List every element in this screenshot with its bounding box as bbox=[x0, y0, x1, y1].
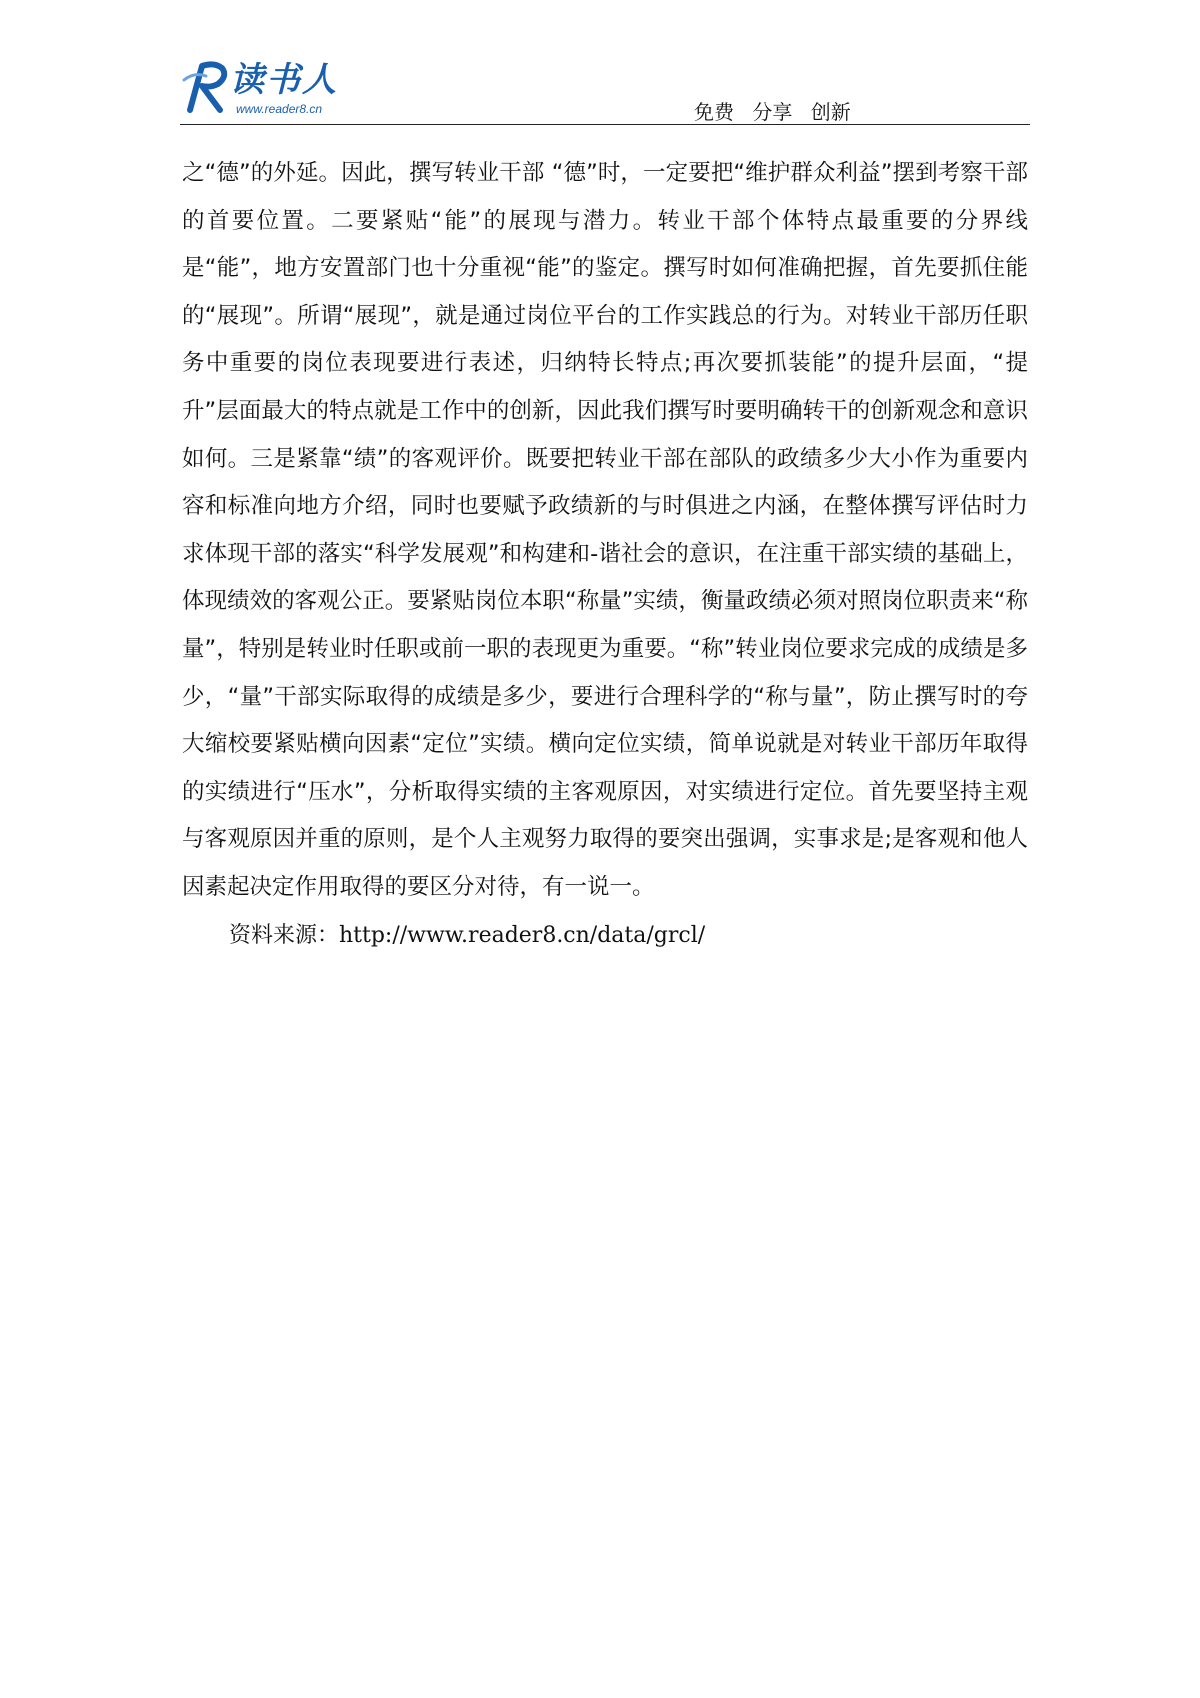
source-line: 资料来源：http://www.reader8.cn/data/grcl/ bbox=[229, 922, 706, 948]
logo-text: 读书人 bbox=[230, 60, 338, 100]
reader8-logo-icon bbox=[180, 58, 236, 118]
site-logo[interactable] bbox=[180, 58, 380, 118]
header-divider bbox=[180, 124, 1030, 125]
document-body bbox=[182, 150, 1028, 959]
logo-url: www.reader8.cn bbox=[236, 102, 323, 116]
body-paragraph: 之“德”的外延。因此，撰写转业干部 “德”时，一定要把“维护群众利益”摆到考察干部的首要位置。二要紧贴“能”的展现与潜力。转业干部个体特点最重要的分界线是“能”，地方安置部门也十分重视“能”的鉴定。撰写时如何准确把握，首先要抓住能的“展现”。所谓“展现”，就是通过岗位平台的工作实践总的行为。对转业干部历任职务中重要的岗位表现要进行表述，归纳特长特点;再次要抓装能”的提升层面，“提升”层面最大的特点就是工作中的创新，因此我们撰写时要明确转干的创新观念和意识如何。三是紧靠“绩”的客观评价。既要把转业干部在部队的政绩多少大小作为重要内容和标准向地方介绍，同时也要赋予政绩新的与时俱进之内涵，在整体撰写评估时力求体现干部的落实“科学发展观”和构建和-谐社会的意识，在注重干部实绩的基础上，体现绩效的客观公正。要紧贴岗位本职“称量”实绩，衡量政绩必须对照岗位职责来“称量”，特别是转业时任职或前一职的表现更为重要。“称”转业岗位要求完成的成绩是多少，“量”干部实际取得的成绩是多少，要进行合理科学的“称与量”，防止撰写时的夸大缩校要紧贴横向因素“定位”实绩。横向定位实绩，简单说就是对转业干部历年取得的实绩进行“压水”，分析取得实绩的主客观原因，对实绩进行定位。首先要坚持主观与客观原因并重的原则，是个人主观努力取得的要突出强调，实事求是;是客观和他人因素起决定作用取得的要区分对待，有一说一。 bbox=[182, 160, 1028, 900]
page-header bbox=[180, 50, 1030, 125]
header-tagline: 免费 分享 创新 bbox=[694, 100, 851, 124]
